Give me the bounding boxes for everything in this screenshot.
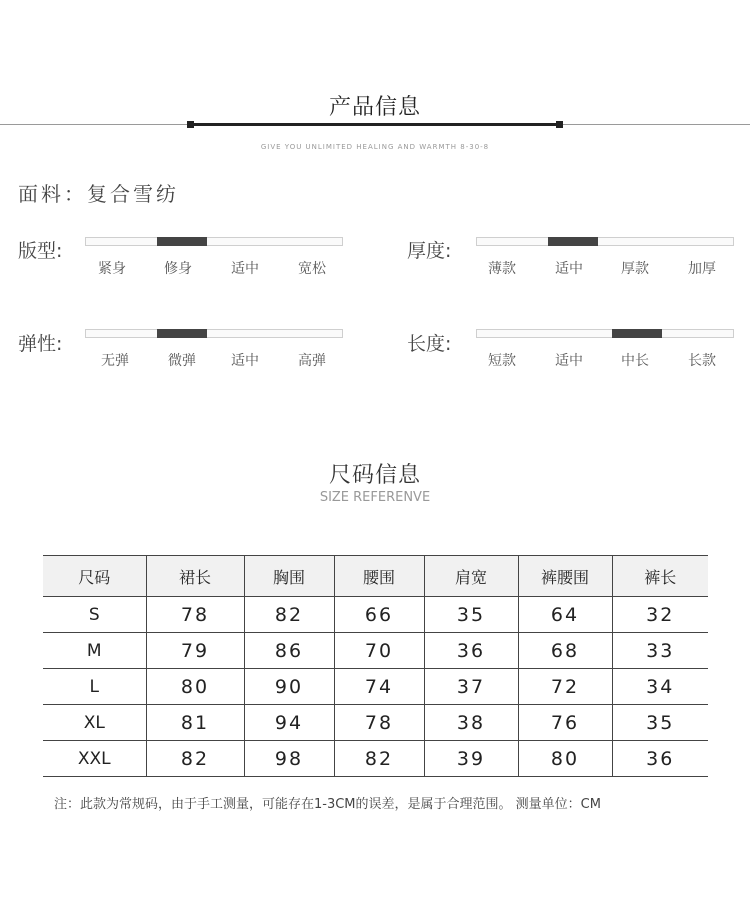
table-cell: 35: [612, 705, 708, 741]
table-cell: 74: [334, 669, 424, 705]
header-cell: 肩宽: [424, 556, 518, 597]
table-cell: 78: [334, 705, 424, 741]
table-cell: 39: [424, 741, 518, 777]
table-cell: 36: [424, 633, 518, 669]
table-row: [43, 633, 708, 669]
attr-label-thickness: 厚度:: [407, 240, 452, 262]
header-accent-line: [190, 123, 560, 126]
size-info-title: 尺码信息: [328, 463, 421, 488]
attr-fill-thickness: [548, 237, 598, 246]
attr-option: 紧身: [98, 261, 126, 277]
attr-fill-fit: [157, 237, 207, 246]
attr-option: 宽松: [298, 261, 326, 277]
table-cell: M: [43, 633, 146, 669]
table-cell: 82: [244, 597, 334, 633]
table-cell: 35: [424, 597, 518, 633]
attr-option: 厚款: [621, 261, 649, 277]
table-cell: L: [43, 669, 146, 705]
header-cell: 裙长: [146, 556, 244, 597]
table-cell: 70: [334, 633, 424, 669]
header-cell: 尺码: [43, 556, 146, 597]
table-cell: 82: [146, 741, 244, 777]
table-cell: 94: [244, 705, 334, 741]
attr-option: 适中: [555, 261, 583, 277]
table-cell: S: [43, 597, 146, 633]
table-cell: 66: [334, 597, 424, 633]
table-cell: 81: [146, 705, 244, 741]
header-cell: 裤长: [612, 556, 708, 597]
table-cell: 80: [518, 741, 612, 777]
attr-option: 中长: [621, 353, 649, 369]
attr-option: 加厚: [688, 261, 716, 277]
measurement-note: 注：此款为常规码，由于手工测量，可能存在1-3CM的误差，是属于合理范围。 测量单位：CM: [54, 797, 601, 812]
attr-label-elasticity: 弹性:: [18, 333, 63, 355]
table-cell: XXL: [43, 741, 146, 777]
table-cell: 38: [424, 705, 518, 741]
table-cell: 98: [244, 741, 334, 777]
attr-option: 短款: [488, 353, 516, 369]
divider-square-left: [187, 121, 194, 128]
table-cell: 72: [518, 669, 612, 705]
header-cell: 裤腰围: [518, 556, 612, 597]
table-cell: 90: [244, 669, 334, 705]
table-cell: 34: [612, 669, 708, 705]
table-cell: 78: [146, 597, 244, 633]
product-info-title: 产品信息: [328, 95, 421, 120]
table-cell: 64: [518, 597, 612, 633]
attr-option: 长款: [688, 353, 716, 369]
table-cell: 33: [612, 633, 708, 669]
attr-bar-elasticity: [85, 329, 343, 338]
table-cell: XL: [43, 705, 146, 741]
attr-bar-length: [476, 329, 734, 338]
size-info-subtitle: SIZE REFERENVE: [319, 490, 431, 505]
attr-option: 薄款: [488, 261, 516, 277]
table-cell: 80: [146, 669, 244, 705]
table-cell: 37: [424, 669, 518, 705]
table-cell: 82: [334, 741, 424, 777]
table-cell: 76: [518, 705, 612, 741]
attr-fill-elasticity: [157, 329, 207, 338]
attr-option: 适中: [231, 261, 259, 277]
attr-bar-fit: [85, 237, 343, 246]
table-row: [43, 741, 708, 777]
attr-option: 微弹: [168, 353, 196, 369]
table-cell: 36: [612, 741, 708, 777]
header-cell: 腰围: [334, 556, 424, 597]
attr-label-length: 长度:: [407, 333, 452, 355]
table-row: [43, 705, 708, 741]
header-cell: 胸围: [244, 556, 334, 597]
divider-square-right: [556, 121, 563, 128]
fabric-info: 面料：复合雪纺: [18, 182, 179, 206]
product-tagline: GIVE YOU UNLIMITED HEALING AND WARMTH 8-30-8: [260, 143, 490, 151]
table-cell: 68: [518, 633, 612, 669]
attr-option: 适中: [231, 353, 259, 369]
size-table: [43, 555, 708, 777]
size-table-header: [43, 556, 708, 597]
attr-bar-thickness: [476, 237, 734, 246]
attr-label-fit: 版型:: [18, 240, 63, 262]
table-cell: 79: [146, 633, 244, 669]
attr-option: 修身: [164, 261, 192, 277]
attr-option: 适中: [555, 353, 583, 369]
table-cell: 32: [612, 597, 708, 633]
table-row: [43, 669, 708, 705]
attr-option: 无弹: [101, 353, 129, 369]
table-cell: 86: [244, 633, 334, 669]
attr-option: 高弹: [298, 353, 326, 369]
attr-fill-length: [612, 329, 662, 338]
table-row: [43, 597, 708, 633]
